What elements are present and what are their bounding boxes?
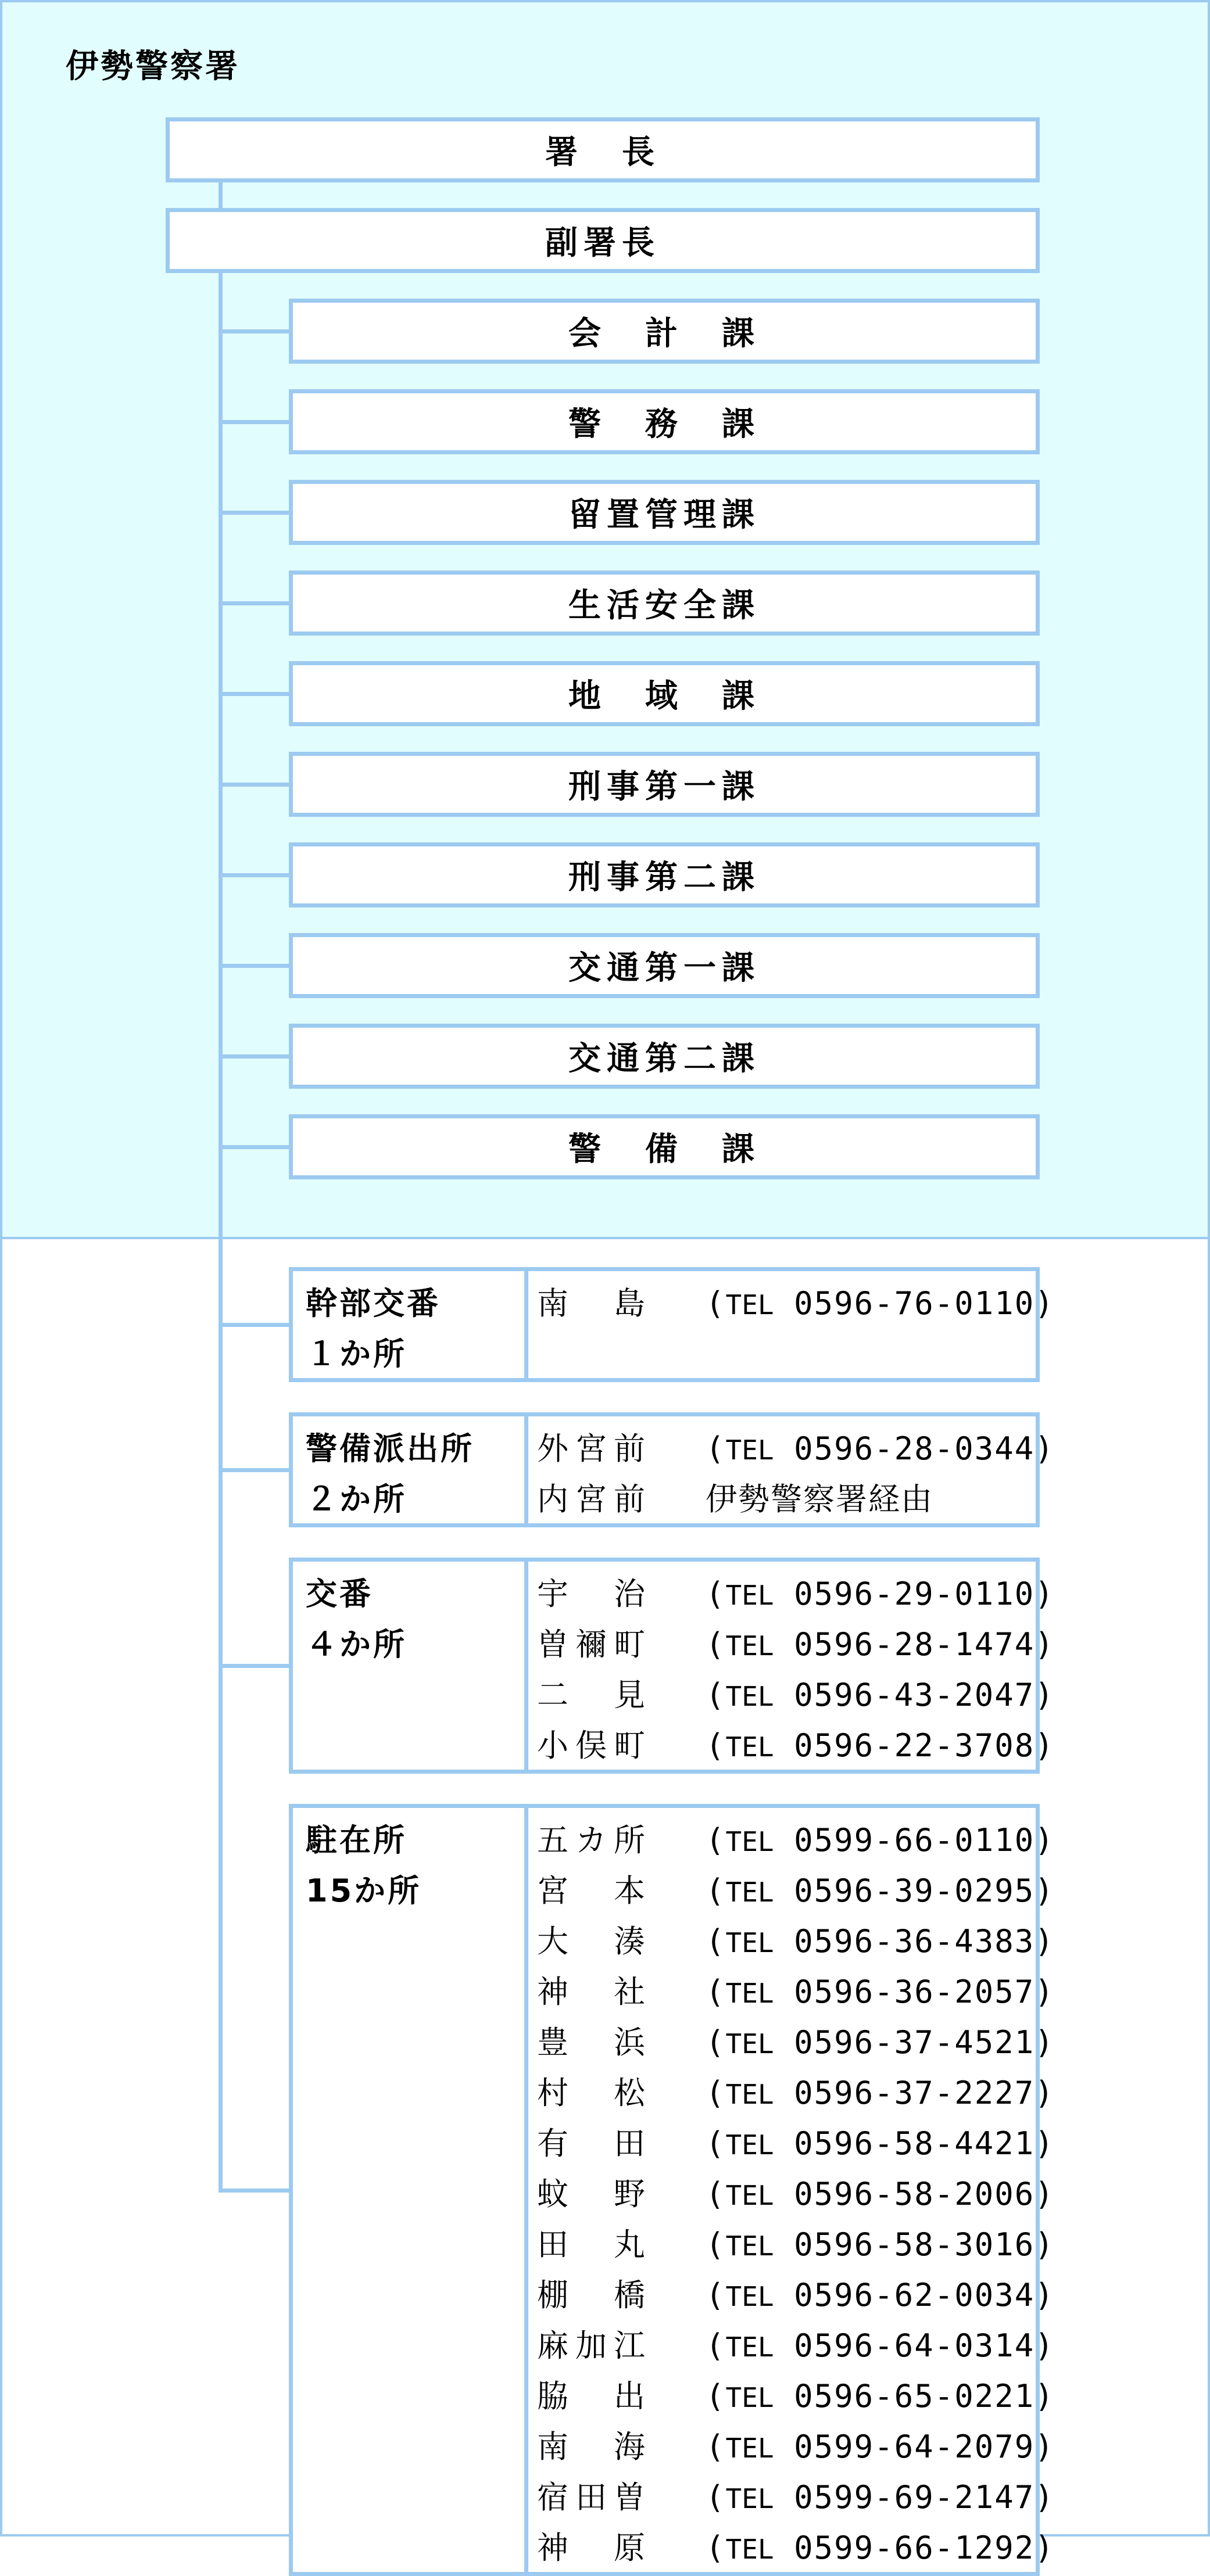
tree-spine bbox=[219, 273, 223, 2193]
phone-number: 0596-62-0034 bbox=[794, 2277, 1035, 2313]
outpost-phone: (TEL 0596-58-3016) bbox=[706, 2226, 1055, 2263]
tel-prefix: TEL bbox=[725, 1731, 774, 1763]
phone-number: 0596-37-4521 bbox=[794, 2024, 1035, 2061]
phone-number: 0599-64-2079 bbox=[794, 2428, 1035, 2465]
branch-connector bbox=[219, 601, 289, 605]
tel-prefix: TEL bbox=[725, 2230, 774, 2262]
outpost-name: 宇 治 bbox=[537, 1576, 652, 1612]
phone-number: 0596-43-2047 bbox=[794, 1677, 1035, 1713]
tel-prefix: TEL bbox=[725, 1434, 774, 1466]
section-box: 警 備 課 bbox=[289, 1114, 1040, 1179]
group-count: ４か所 bbox=[306, 1626, 407, 1663]
phone-number: 0596-36-4383 bbox=[794, 1923, 1035, 1960]
branch-connector bbox=[219, 1054, 289, 1059]
tel-prefix: TEL bbox=[725, 1289, 774, 1321]
phone-number: 0596-58-4421 bbox=[794, 2125, 1035, 2162]
outpost-note: 伊勢警察署経由 bbox=[706, 1481, 933, 1517]
outpost-phone: (TEL 0596-76-0110) bbox=[706, 1285, 1055, 1322]
phone-number: 0596-28-0344 bbox=[794, 1430, 1035, 1467]
group-rows bbox=[537, 1278, 1055, 1329]
phone-number: 0596-58-3016 bbox=[794, 2226, 1035, 2263]
outpost-row bbox=[537, 2219, 1055, 2270]
tel-prefix: TEL bbox=[725, 2382, 774, 2413]
section-box: 刑事第一課 bbox=[289, 752, 1040, 817]
tel-prefix: TEL bbox=[725, 2281, 774, 2312]
outpost-name: 村 松 bbox=[537, 2075, 652, 2111]
phone-number: 0596-58-2006 bbox=[794, 2176, 1035, 2212]
tel-prefix: TEL bbox=[725, 2028, 774, 2060]
outpost-phone: (TEL 0596-37-4521) bbox=[706, 2024, 1055, 2061]
phone-number: 0599-66-1292 bbox=[794, 2530, 1035, 2566]
tel-prefix: TEL bbox=[725, 2331, 774, 2363]
group-count: ２か所 bbox=[306, 1481, 407, 1517]
group-label bbox=[293, 1416, 528, 1523]
outpost-name: 宿田曽 bbox=[537, 2479, 652, 2516]
tel-prefix: TEL bbox=[725, 2534, 774, 2565]
section-box: 刑事第二課 bbox=[289, 842, 1040, 907]
branch-connector bbox=[219, 692, 289, 696]
section-box: 警 務 課 bbox=[289, 389, 1040, 454]
outpost-row bbox=[537, 2118, 1055, 2169]
phone-number: 0596-22-3708 bbox=[794, 1727, 1035, 1764]
outpost-phone: (TEL 0599-69-2147) bbox=[706, 2479, 1055, 2516]
branch-connector bbox=[219, 511, 289, 515]
outpost-name: 脇 出 bbox=[537, 2378, 652, 2414]
group-type: 幹部交番 bbox=[306, 1285, 441, 1322]
org-title: 伊勢警察署 bbox=[66, 48, 240, 85]
outpost-row bbox=[537, 1278, 1055, 1329]
outpost-name: 南 島 bbox=[537, 1285, 652, 1322]
outpost-row bbox=[537, 2068, 1055, 2118]
outpost-row bbox=[537, 1865, 1055, 1916]
group-type: 警備派出所 bbox=[306, 1430, 474, 1467]
outpost-phone: (TEL 0596-65-0221) bbox=[706, 2378, 1055, 2414]
outpost-phone: (TEL 0596-28-1474) bbox=[706, 1626, 1055, 1663]
outpost-phone: (TEL 0596-37-2227) bbox=[706, 2075, 1055, 2111]
group-type: 駐在所 bbox=[306, 1822, 407, 1859]
connector-chief-deputy bbox=[219, 182, 223, 208]
outpost-name: 二 見 bbox=[537, 1677, 652, 1713]
outpost-name: 有 田 bbox=[537, 2125, 652, 2162]
outpost-row bbox=[537, 1569, 1055, 1619]
outpost-phone: (TEL 0596-36-4383) bbox=[706, 1923, 1055, 1960]
outpost-phone: (TEL 0599-64-2079) bbox=[706, 2428, 1055, 2465]
branch-connector bbox=[219, 783, 289, 787]
phone-number: 0596-29-0110 bbox=[794, 1576, 1035, 1612]
outpost-name: 大 湊 bbox=[537, 1923, 652, 1960]
tel-prefix: TEL bbox=[725, 1877, 774, 1908]
outpost-phone: (TEL 0596-28-0344) bbox=[706, 1430, 1055, 1467]
outpost-row bbox=[537, 2017, 1055, 2068]
group-label bbox=[293, 1808, 528, 2572]
branch-connector bbox=[219, 329, 289, 333]
group-label bbox=[293, 1271, 528, 1378]
outpost-row bbox=[537, 1474, 1030, 1524]
branch-connector bbox=[219, 1664, 289, 1668]
outpost-phone: (TEL 0596-39-0295) bbox=[706, 1872, 1055, 1909]
outpost-name: 田 丸 bbox=[537, 2226, 652, 2263]
outpost-name: 麻加江 bbox=[537, 2327, 652, 2364]
outpost-phone: (TEL 0599-66-1292) bbox=[706, 2530, 1055, 2566]
outpost-phone: (TEL 0596-64-0314) bbox=[706, 2327, 1055, 2364]
outpost-name: 五カ所 bbox=[537, 1822, 652, 1859]
outpost-group bbox=[289, 1558, 1055, 1774]
outpost-phone: (TEL 0596-58-4421) bbox=[706, 2125, 1055, 2162]
outpost-name: 外宮前 bbox=[537, 1430, 652, 1467]
phone-number: 0599-69-2147 bbox=[794, 2479, 1035, 2516]
outpost-phone: (TEL 0599-66-0110) bbox=[706, 1822, 1055, 1859]
tel-prefix: TEL bbox=[725, 2180, 774, 2211]
branch-connector bbox=[219, 420, 289, 424]
tel-prefix: TEL bbox=[725, 1927, 774, 1958]
branch-connector bbox=[219, 873, 289, 877]
outpost-name: 南 海 bbox=[537, 2428, 652, 2465]
outpost-name: 神 原 bbox=[537, 2530, 652, 2566]
phone-number: 0596-28-1474 bbox=[794, 1626, 1035, 1663]
tel-prefix: TEL bbox=[725, 1630, 774, 1662]
branch-connector bbox=[219, 2188, 289, 2193]
tel-prefix: TEL bbox=[725, 2079, 774, 2110]
group-rows bbox=[537, 1569, 1055, 1771]
outpost-row bbox=[537, 1670, 1055, 1720]
group-count: １か所 bbox=[306, 1336, 407, 1372]
group-type: 交番 bbox=[306, 1576, 373, 1612]
section-box: 生活安全課 bbox=[289, 571, 1040, 636]
tel-prefix: TEL bbox=[725, 2129, 774, 2161]
chief-box: 署 長 bbox=[166, 117, 1040, 182]
outpost-name: 神 社 bbox=[537, 1974, 652, 2010]
tel-prefix: TEL bbox=[725, 1681, 774, 1712]
phone-number: 0596-39-0295 bbox=[794, 1872, 1035, 1909]
outpost-row bbox=[537, 1619, 1055, 1670]
outpost-row bbox=[537, 2371, 1055, 2421]
outpost-row bbox=[537, 2320, 1055, 2371]
outpost-phone: (TEL 0596-58-2006) bbox=[706, 2176, 1055, 2212]
outpost-group bbox=[289, 1412, 1055, 1527]
branch-connector bbox=[219, 964, 289, 968]
branch-connector bbox=[219, 1468, 289, 1472]
group-rows bbox=[537, 1815, 1055, 2573]
outpost-name: 曽禰町 bbox=[537, 1626, 652, 1663]
phone-number: 0596-64-0314 bbox=[794, 2327, 1035, 2364]
outpost-phone: (TEL 0596-62-0034) bbox=[706, 2277, 1055, 2313]
outpost-name: 蚊 野 bbox=[537, 2176, 652, 2212]
outpost-row bbox=[537, 2421, 1055, 2472]
tel-prefix: TEL bbox=[725, 1580, 774, 1611]
outpost-phone: (TEL 0596-36-2057) bbox=[706, 1974, 1055, 2010]
outpost-name: 豊 浜 bbox=[537, 2024, 652, 2061]
outpost-row bbox=[537, 2523, 1055, 2573]
section-box: 会 計 課 bbox=[289, 299, 1040, 364]
section-box: 留置管理課 bbox=[289, 480, 1040, 545]
outpost-name: 棚 橋 bbox=[537, 2277, 652, 2313]
outpost-group bbox=[289, 1804, 1055, 2576]
outpost-name: 内宮前 bbox=[537, 1481, 652, 1517]
outpost-row bbox=[537, 1423, 1055, 1474]
tel-prefix: TEL bbox=[725, 2433, 774, 2464]
section-box: 交通第一課 bbox=[289, 933, 1040, 998]
tel-prefix: TEL bbox=[725, 1978, 774, 2009]
phone-number: 0596-76-0110 bbox=[794, 1285, 1035, 1322]
outpost-row bbox=[537, 1815, 1055, 1865]
group-rows bbox=[537, 1423, 1055, 1524]
phone-number: 0596-37-2227 bbox=[794, 2075, 1035, 2111]
outpost-phone: (TEL 0596-29-0110) bbox=[706, 1576, 1055, 1612]
outpost-row bbox=[537, 2169, 1055, 2219]
outpost-row bbox=[537, 1720, 1055, 1771]
group-count: 15か所 bbox=[306, 1872, 422, 1909]
section-box: 交通第二課 bbox=[289, 1024, 1040, 1089]
outpost-row bbox=[537, 2270, 1055, 2320]
branch-connector bbox=[219, 1145, 289, 1149]
section-box: 地 域 課 bbox=[289, 661, 1040, 726]
phone-number: 0599-66-0110 bbox=[794, 1822, 1035, 1859]
outpost-row bbox=[537, 1916, 1055, 1967]
outpost-name: 宮 本 bbox=[537, 1872, 652, 1909]
group-label bbox=[293, 1562, 528, 1770]
deputy-box: 副署長 bbox=[166, 208, 1040, 273]
outpost-name: 小俣町 bbox=[537, 1727, 652, 1764]
phone-number: 0596-36-2057 bbox=[794, 1974, 1035, 2010]
outpost-row bbox=[537, 2472, 1055, 2523]
outpost-group bbox=[289, 1267, 1055, 1382]
branch-connector bbox=[219, 1323, 289, 1327]
phone-number: 0596-65-0221 bbox=[794, 2378, 1035, 2414]
tel-prefix: TEL bbox=[725, 1826, 774, 1857]
tel-prefix: TEL bbox=[725, 2483, 774, 2514]
outpost-row bbox=[537, 1967, 1055, 2017]
outpost-phone: (TEL 0596-43-2047) bbox=[706, 1677, 1055, 1713]
outpost-phone: (TEL 0596-22-3708) bbox=[706, 1727, 1055, 1764]
